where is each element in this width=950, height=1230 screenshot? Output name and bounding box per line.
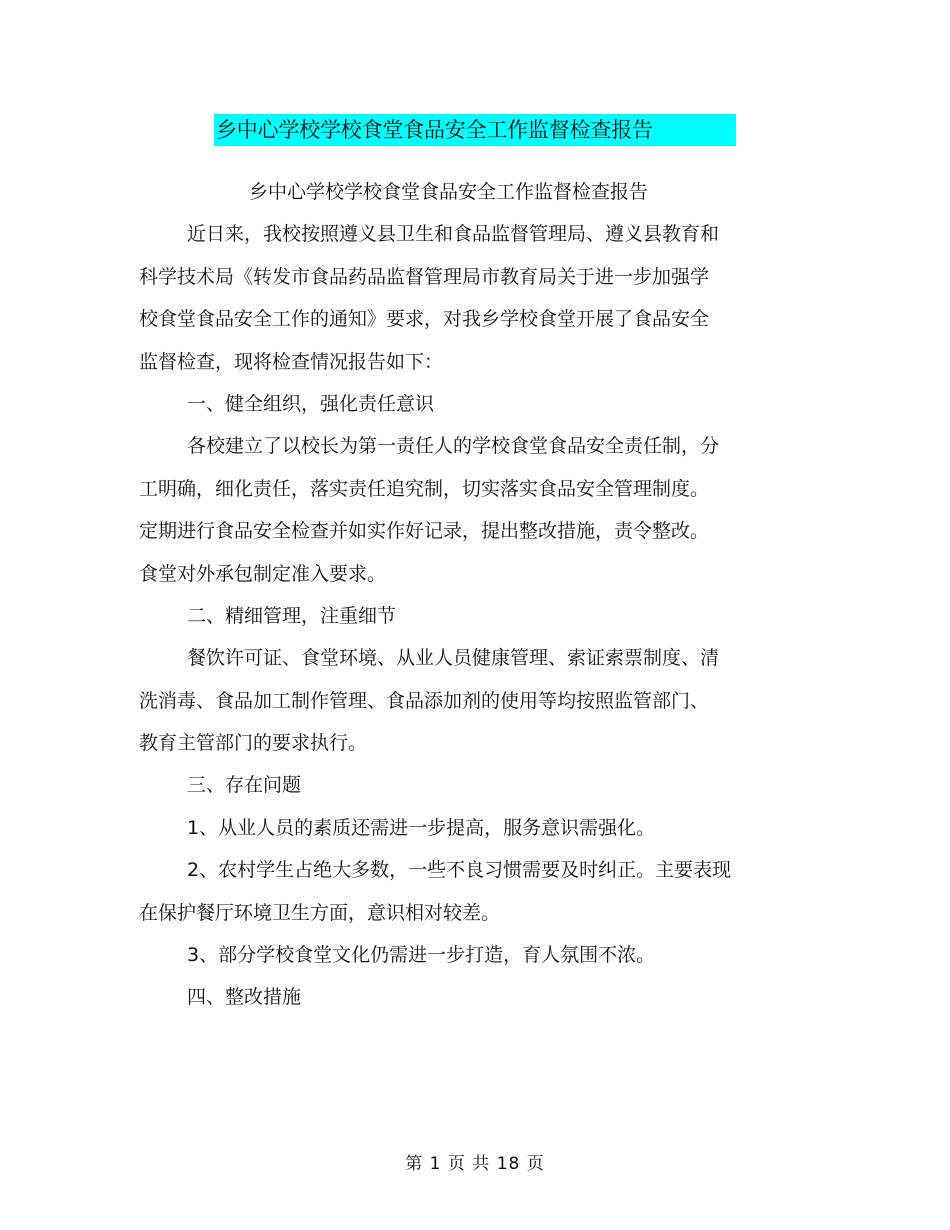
paragraph-line: 近日来，我校按照遵义县卫生和食品监督管理局、遵义县教育和	[187, 223, 720, 246]
paragraph-line: 餐饮许可证、食堂环境、从业人员健康管理、索证索票制度、清	[187, 647, 720, 670]
title-highlight-box	[214, 114, 736, 146]
paragraph-line: 各校建立了以校长为第一责任人的学校食堂食品安全责任制，分	[187, 435, 720, 458]
section-heading: 二、精细管理，注重细节	[187, 604, 397, 627]
list-item: 1、从业人员的素质还需进一步提高，服务意识需强化。	[187, 816, 656, 839]
list-item: 3、部分学校食堂文化仍需进一步打造，育人氛围不浓。	[187, 944, 656, 967]
body-subtitle: 乡中心学校学校食堂食品安全工作监督检查报告	[249, 181, 649, 203]
paragraph-line: 工明确，细化责任，落实责任追究制，切实落实食品安全管理制度。	[139, 477, 710, 500]
paragraph-line: 科学技术局《转发市食品药品监督管理局市教育局关于进一步加强学	[139, 265, 710, 288]
paragraph-line: 洗消毒、食品加工制作管理、食品添加剂的使用等均按照监管部门、	[139, 689, 710, 712]
document-title: 乡中心学校学校食堂食品安全工作监督检查报告	[214, 114, 736, 146]
paragraph-line: 监督检查，现将检查情况报告如下：	[139, 350, 444, 373]
page-number-footer: 第 1 页 共 18 页	[405, 1154, 545, 1174]
section-heading: 三、存在问题	[187, 774, 302, 797]
list-item: 2、农村学生占绝大多数，一些不良习惯需要及时纠正。主要表现	[187, 859, 732, 882]
document-body	[139, 171, 769, 1019]
paragraph-line: 食堂对外承包制定准入要求。	[139, 562, 387, 585]
paragraph-line: 在保护餐厅环境卫生方面，意识相对较差。	[139, 901, 501, 924]
section-heading: 四、整改措施	[187, 986, 302, 1009]
section-heading: 一、健全组织，强化责任意识	[187, 392, 435, 415]
paragraph-line: 定期进行食品安全检查并如实作好记录，提出整改措施，责令整改。	[139, 520, 710, 543]
paragraph-line: 教育主管部门的要求执行。	[139, 732, 368, 755]
paragraph-line: 校食堂食品安全工作的通知》要求，对我乡学校食堂开展了食品安全	[139, 308, 710, 331]
